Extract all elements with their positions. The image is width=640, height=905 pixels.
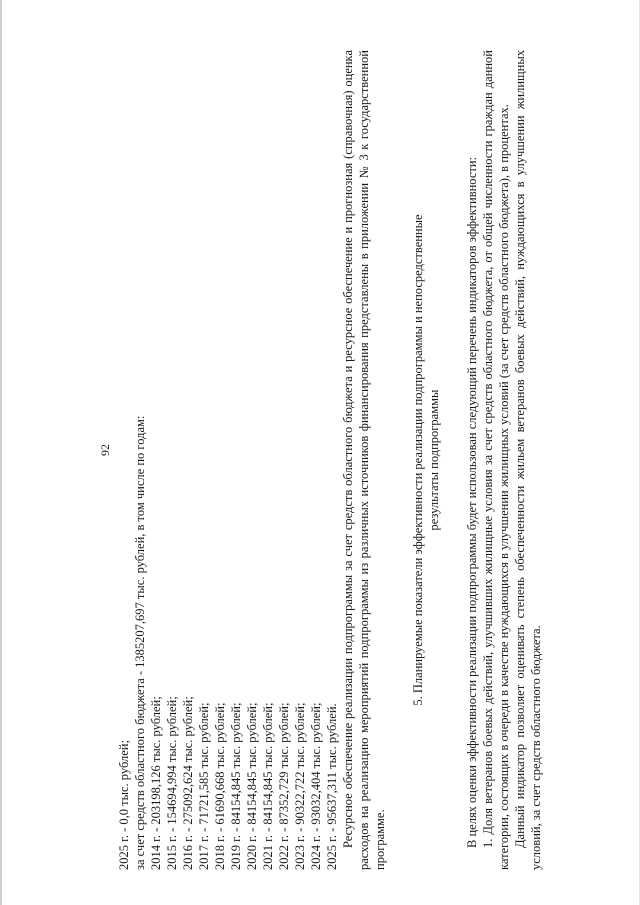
indicator-item: 1. Доля ветеранов боевых действий, улучшивших жилищные условия за счет средств областного бюджета, от общей численности граждан данной категории, состоящих в очереди в качестве нуждающихся в улучшении жилищных условий (за счет средств областного бюджета), в процентах. [481,50,511,870]
rotated-page-content [92,20,592,880]
funding-line: 2022 г. - 87352,729 тыс. рублей; [277,702,291,870]
resource-paragraph: Ресурсное обеспечение реализации подпрограммы за счет средств областного бюджета и ресурсное обеспечение и прогнозная (справочная) оценка расходов на реализацию мероприятий подпрограммы из различных источников финансирования представлены в приложении № 3 к государственной программе. [341,50,387,870]
funding-list [116,50,340,870]
funding-line: 2018 г. - 61690,668 тыс. рублей; [213,702,227,870]
funding-line: за счет средств областного бюджета - 1385207,697 тыс. рублей, в том числе по годам: [133,415,147,870]
section-heading-continued: результаты подпрограммы [427,389,441,531]
funding-line: 2025 г. - 0,0 тыс. рублей; [117,740,131,870]
section-heading: 5. Планируемые показатели эффективности реализации подпрограммы и непосредственные [411,214,425,706]
funding-line: 2021 г. - 84154,845 тыс. рублей; [261,702,275,870]
funding-line: 2014 г. - 203198,126 тыс. рублей; [149,696,163,870]
funding-line: 2016 г. - 275092,624 тыс. рублей; [181,696,195,870]
funding-line: 2020 г. - 84154,845 тыс. рублей; [245,702,259,870]
document-body [116,50,544,870]
funding-line: 2019 г. - 84154,845 тыс. рублей; [229,702,243,870]
page-number: 92 [98,444,112,456]
funding-line: 2025 г. - 95637,311 тыс. рублей. [325,703,339,870]
funding-line: 2015 г. - 154694,994 тыс. рублей; [165,696,179,870]
indicator-note: Данный индикатор позволяет оценивать степень обеспеченности жильем ветеранов боевых действий, нуждающихся в улучшении жилищных условий, за счет средств областного бюджета. [513,50,543,870]
indicators-intro: В целях оценки эффективности реализации подпрограммы будет использован следующий перечень индикаторов эффективности: [465,156,479,848]
funding-line: 2017 г. - 71721,585 тыс. рублей; [197,702,211,870]
funding-line: 2024 г. - 93032,404 тыс. рублей; [309,702,323,870]
funding-line: 2023 г. - 90322,722 тыс. рублей; [293,702,307,870]
